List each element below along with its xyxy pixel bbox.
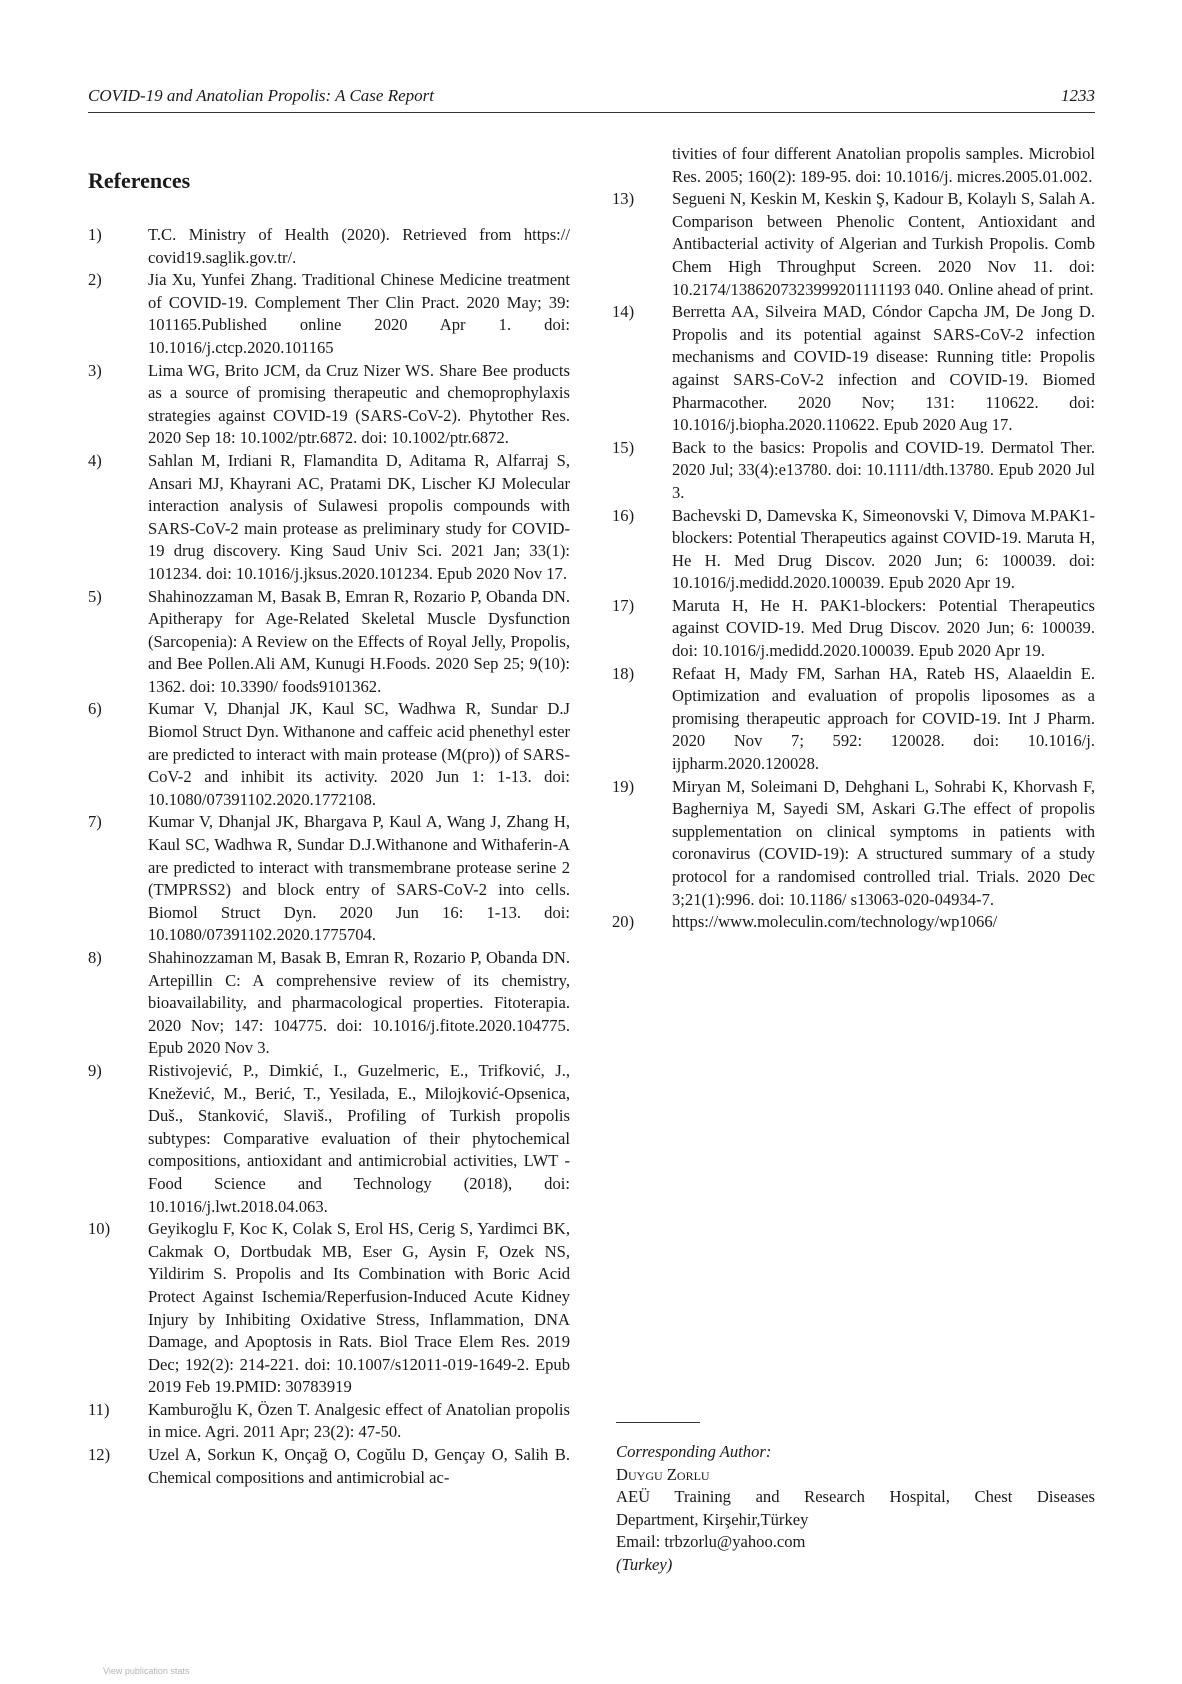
reference-item [88,450,570,586]
corresponding-author-footnote [616,1408,1095,1577]
footnote-rule [616,1422,700,1423]
reference-number: 9) [88,1060,102,1080]
reference-item [612,663,1095,776]
reference-number: 4) [88,450,102,470]
reference-text: Ristivojević, P., Dimkić, I., Guzelmeric, E., Trifković, J., Knežević, M., Berić, T., Yesilada, E., Milojković-Opsenica, Duš., Stanković, Slaviš., Profiling of Turkish propolis subtypes: Comparative evaluation of their phytochemical compositions, antioxidant and antimicrobial activities, LWT - Food Science and Technology (2018), doi: 10.1016/j.lwt.2018.04.063. [148,1060,570,1216]
reference-number: 5) [88,586,102,606]
reference-number: 8) [88,948,102,967]
reference-text: Jia Xu, Yunfei Zhang. Traditional Chinese Medicine treatment of COVID-19. Complement Ther Clin Pract. 2020 May; 39: 101165.Published online 2020 Apr 1. doi: 10.1016/j.ctcp.2020.101165 [148,270,570,357]
author-country: (Turkey) [616,1554,673,1574]
reference-item [88,947,570,1060]
reference-item [88,1218,570,1399]
reference-text: Berretta AA, Silveira MAD, Cóndor Capcha JM, De Jong D. Propolis and its potential against SARS-CoV-2 infection mechanisms and COVID-19 disease: Running title: Propolis against SARS-CoV-2 infection and COVID-19. Biomed Pharmacother. 2020 Nov; 131: 110622. doi: 10.1016/j.biopha.2020.110622. Epub 2020 Aug 17. [672,302,1095,435]
reference-number: 17) [612,595,635,615]
reference-text: T.C. Ministry of Health (2020). Retrieved from https:// covid19.saglik.gov.tr/. [148,225,570,267]
reference-number: 13) [612,189,635,209]
reference-number: 6) [88,699,102,719]
reference-item [88,224,570,269]
reference-item [88,698,570,811]
reference-number: 19) [612,776,635,796]
reference-item [88,269,570,359]
reference-number: 3) [88,360,102,380]
running-title: COVID-19 and Anatolian Propolis: A Case Report [88,86,434,105]
reference-text: Shahinozzaman M, Basak B, Emran R, Rozario P, Obanda DN. Apitherapy for Age-Related Skeletal Muscle Dysfunction (Sarcopenia): A Review on the Effects of Royal Jelly, Propolis, and Bee Pollen.Ali AM, Kunugi H.Foods. 2020 Sep 25; 9(10): 1362. doi: 10.3390/ foods9101362. [148,586,570,696]
reference-text: Shahinozzaman M, Basak B, Emran R, Rozario P, Obanda DN. Artepillin C: A comprehensive review of its chemistry, bioavailability, and pharmacological properties. Fitoterapia. 2020 Nov; 147: 104775. doi: 10.1016/j.fitote.2020.104775. Epub 2020 Nov 3. [148,948,570,1058]
page-number: 1233 [1061,86,1095,105]
reference-text: Uzel A, Sorkun K, Onçağ O, Cogŭlu D, Gençay O, Salih B. Chemical compositions and antimicrobial ac- [148,1445,570,1487]
reference-item-continuation [612,143,1095,188]
reference-text: Refaat H, Mady FM, Sarhan HA, Rateb HS, Alaaeldin E. Optimization and evaluation of propolis liposomes as a promising therapeutic approach for COVID-19. Int J Pharm. 2020 Nov 7; 592: 120028. doi: 10.1016/j. ijpharm.2020.120028. [672,663,1095,774]
reference-number: 1) [88,225,102,244]
reference-item [612,301,1095,437]
running-header [88,84,1095,113]
reference-text: Kumar V, Dhanjal JK, Bhargava P, Kaul A, Wang J, Zhang H, Kaul SC, Wadhwa R, Sundar D.J.Withanone and Withaferin-A are predicted to interact with transmembrane protease serine 2 (TMPRSS2) and block entry of SARS-CoV-2 into cells. Biomol Struct Dyn. 2020 Jun 16: 1-13. doi: 10.1080/07391102.2020.1775704. [148,812,570,945]
reference-text: Segueni N, Keskin M, Keskin Ş, Kadour B, Kolaylı S, Salah A. Comparison between Phenolic Content, Antioxidant and Antibacterial activity of Algerian and Turkish Propolis. Comb Chem High Throughput Screen. 2020 Nov 11. doi: 10.2174/1386207323999201111193 040. Online ahead of print. [672,189,1095,299]
references-column-right [612,143,1095,934]
reference-text: Miryan M, Soleimani D, Dehghani L, Sohrabi K, Khorvash F, Bagherniya M, Sayedi SM, Askari G.The effect of propolis supplementation on clinical symptoms in patients with coronavirus (COVID-19): A structured summary of a study protocol for a randomised controlled trial. Trials. 2020 Dec 3;21(1):996. doi: 10.1186/ s13063-020-04934-7. [672,776,1095,909]
reference-text: Geyikoglu F, Koc K, Colak S, Erol HS, Cerig S, Yardimci BK, Cakmak O, Dortbudak MB, Eser G, Aysin F, Ozek NS, Yildirim S. Propolis and Its Combination with Boric Acid Protect Against Ischemia/Reperfusion-Induced Acute Kidney Injury by Inhibiting Oxidative Stress, Inflammation, DNA Damage, and Apoptosis in Rats. Biol Trace Elem Res. 2019 Dec; 192(2): 214-221. doi: 10.1007/s12011-019-1649-2. Epub 2019 Feb 19.PMID: 30783919 [148,1219,570,1397]
reference-text: Kamburoğlu K, Özen T. Analgesic effect of Anatolian propolis in mice. Agri. 2011 Apr; 23(2): 47-50. [148,1399,570,1442]
reference-item [88,586,570,699]
reference-item [612,595,1095,663]
reference-text: Maruta H, He H. PAK1-blockers: Potential Therapeutics against COVID-19. Med Drug Discov. 2020 Jun; 6: 100039. doi: 10.1016/j.medidd.2020.100039. Epub 2020 Apr 19. [672,595,1095,661]
reference-item [88,1444,570,1489]
corresponding-author-label: Corresponding Author: [616,1442,772,1461]
reference-item [612,505,1095,595]
author-name: Duygu Zorlu [616,1464,710,1484]
reference-number: 15) [612,437,635,457]
reference-text: tivities of four different Anatolian propolis samples. Microbiol Res. 2005; 160(2): 189-95. doi: 10.1016/j. micres.2005.01.002. [672,144,1095,186]
author-email[interactable]: Email: trbzorlu@yahoo.com [616,1532,806,1552]
reference-item [612,188,1095,301]
author-affiliation-line-2: Department, Kirşehir,Türkey [616,1509,809,1529]
reference-number: 10) [88,1219,111,1239]
reference-item [88,1399,570,1444]
view-publication-stats-link[interactable]: View publication stats [103,1666,190,1676]
reference-text: Bachevski D, Damevska K, Simeonovski V, Dimova M.PAK1-blockers: Potential Therapeutics against COVID-19. Maruta H, He H. Med Drug Discov. 2020 Jun; 6: 100039. doi: 10.1016/j.medidd.2020.100039. Epub 2020 Apr 19. [672,505,1095,593]
reference-number: 16) [612,505,635,525]
reference-item [612,911,1095,934]
reference-item [88,811,570,947]
reference-item [88,1060,570,1218]
reference-text: Back to the basics: Propolis and COVID-19. Dermatol Ther. 2020 Jul; 33(4):e13780. doi: 10.1111/dth.13780. Epub 2020 Jul 3. [672,437,1095,502]
reference-number: 14) [612,302,635,322]
reference-item [612,776,1095,912]
reference-text: https://www.moleculin.com/technology/wp1066/ [672,912,998,932]
reference-text: Lima WG, Brito JCM, da Cruz Nizer WS. Share Bee products as a source of promising therapeutic and chemoprophylaxis strategies against COVID-19 (SARS-CoV-2). Phytother Res. 2020 Sep 18: 10.1002/ptr.6872. doi: 10.1002/ptr.6872. [148,360,570,448]
reference-text: Sahlan M, Irdiani R, Flamandita D, Aditama R, Alfarraj S, Ansari MJ, Khayrani AC, Pratami DK, Lischer KJ Molecular interaction analysis of Sulawesi propolis compounds with SARS-CoV-2 main protease as preliminary study for COVID-19 drug discovery. King Saud Univ Sci. 2021 Jan; 33(1): 101234. doi: 10.1016/j.jksus.2020.101234. Epub 2020 Nov 17. [148,450,570,583]
author-affiliation-line-1: AEÜ Training and Research Hospital, Chest Diseases [616,1487,1095,1507]
reference-number: 2) [88,270,102,290]
reference-number: 7) [88,812,102,832]
reference-number: 20) [612,912,635,932]
reference-item [612,437,1095,505]
reference-number: 12) [88,1445,111,1465]
references-heading: References [88,168,191,193]
reference-text: Kumar V, Dhanjal JK, Kaul SC, Wadhwa R, Sundar D.J Biomol Struct Dyn. Withanone and caffeic acid phenethyl ester are predicted to interact with main protease (M(pro)) of SARS-CoV-2 and inhibit its activity. 2020 Jun 1: 1-13. doi: 10.1080/07391102.2020.1772108. [148,699,570,809]
reference-number: 11) [88,1399,110,1419]
reference-number: 18) [612,663,635,683]
reference-item [88,360,570,450]
references-column-left [88,224,570,1489]
